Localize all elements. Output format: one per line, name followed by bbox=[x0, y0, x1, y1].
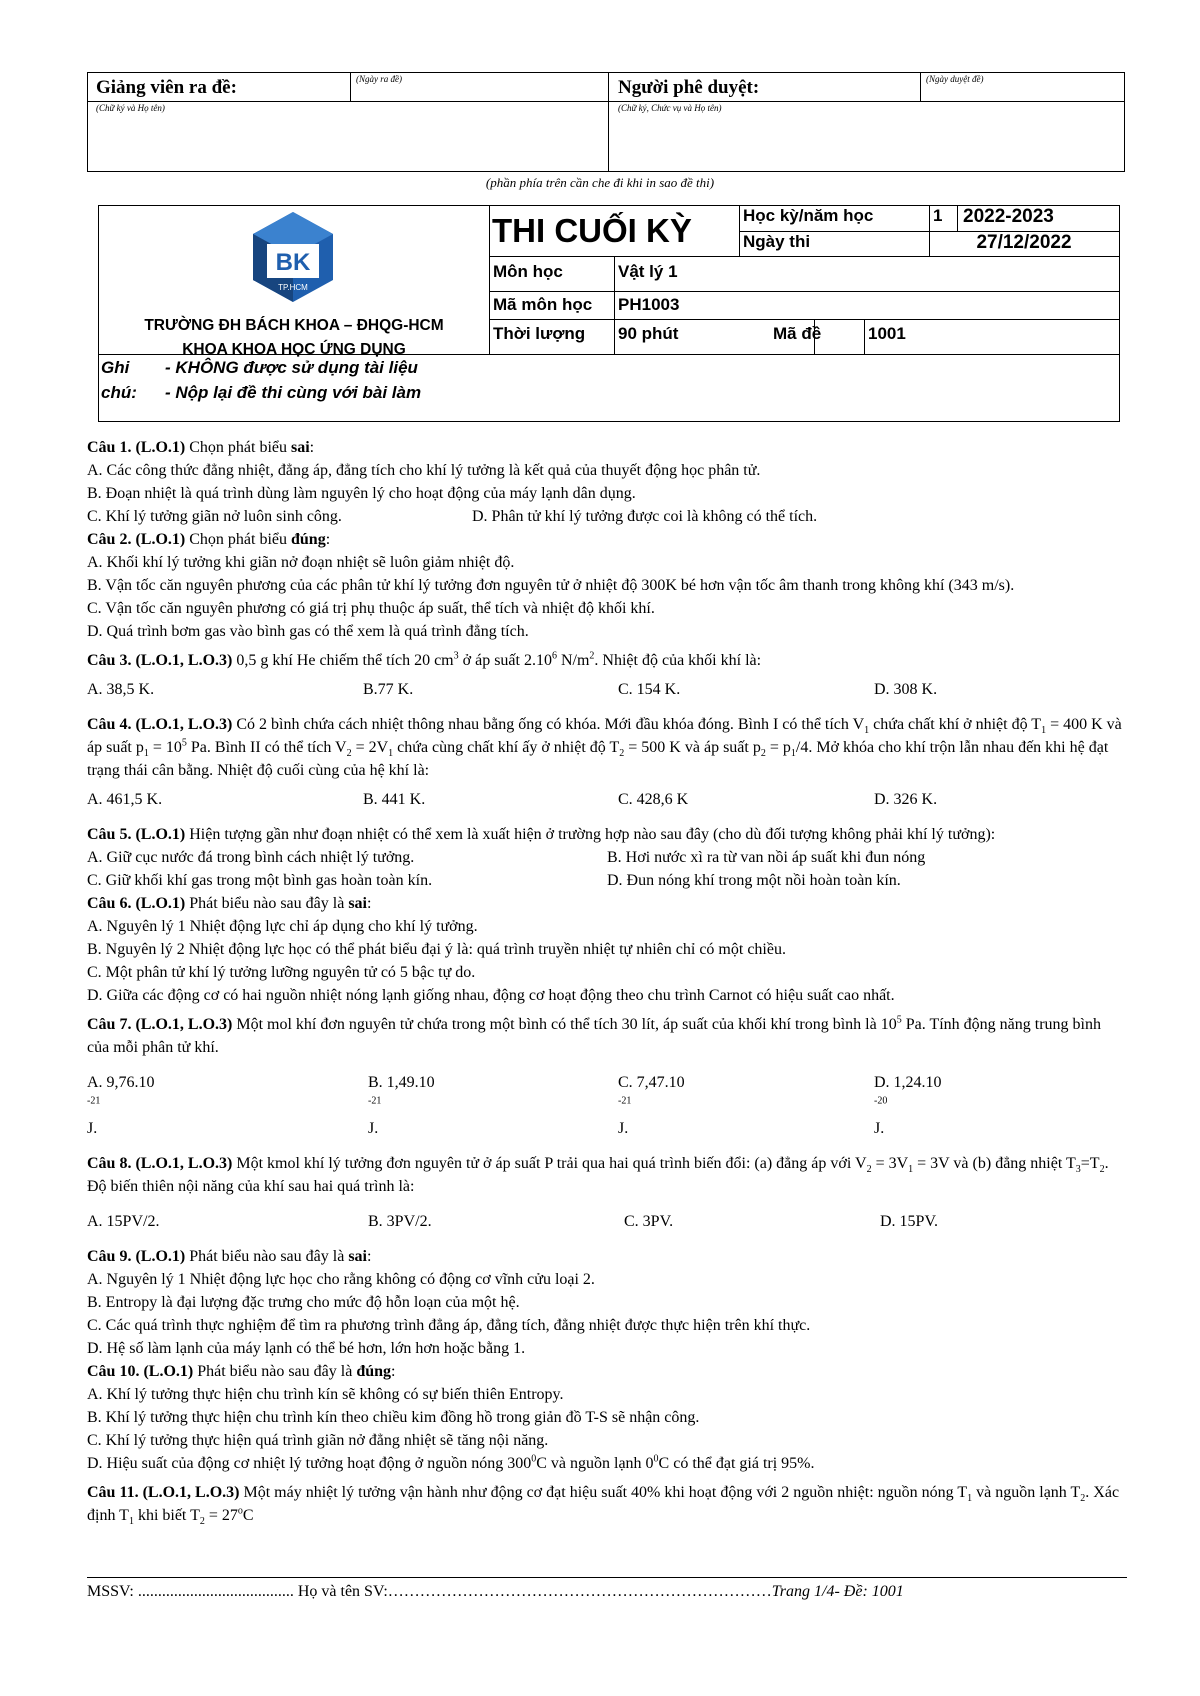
option-c: C. 3PV. bbox=[624, 1213, 674, 1230]
question-8: Câu 8. (L.O.1, L.O.3) Một kmol khí lý tưởng đơn nguyên tử ở áp suất P trải qua hai quá trình biến đổi: (a) đẳng áp với $V_2 = 3V_1 = 3V$ và (b) đẳng nhiệt $T_3=T_2$. Độ biến thiên nội năng của khí sau hai quá trình là: A. 15PV/2. B. 3PV/2. C. 3PV. D. 15PV. bbox=[87, 1152, 1127, 1233]
duration-value: 90 phút bbox=[618, 324, 679, 343]
semester-value: 1 bbox=[933, 206, 943, 225]
option-c: C. 428,6 K bbox=[618, 791, 689, 808]
year-value: 2022-2023 bbox=[963, 206, 1054, 227]
question-6: Câu 6. (L.O.1) Phát biểu nào sau đây là sai: A. Nguyên lý 1 Nhiệt động lực chỉ áp dụng cho khí lý tưởng. B. Nguyên lý 2 Nhiệt động lực học có thể phát biểu đại ý là: quá trình truyền nhiệt tự nhiên chỉ có một chiều. C. Một phân tử khí lý tưởng lưỡng nguyên tử có 5 bậc tự do. D. Giữa các động cơ có hai nguồn nhiệt nóng lạnh giống nhau, động cơ hoạt động theo chu trình Carnot có hiệu suất cao nhất. bbox=[87, 892, 1127, 1007]
option-d: D. 326 K. bbox=[874, 791, 938, 808]
option-d: D. Phân tử khí lý tưởng được coi là không có thể tích. bbox=[472, 508, 818, 525]
question-11: Câu 11. (L.O.1, L.O.3) Một máy nhiệt lý tưởng vận hành như động cơ đạt hiệu suất 40% khi hoạt động với 2 nguồn nhiệt: nguồn nóng $T_1$ và nguồn lạnh $T_2$. Xác định $T_1$ khi biết $T_2 = 27^oC$ bbox=[87, 1484, 1120, 1528]
option-c: C. 154 K. bbox=[618, 681, 681, 698]
option-c: C. 7,47.10 $^{-21}$ J. bbox=[618, 1074, 685, 1137]
question-2: Câu 2. (L.O.1) Chọn phát biểu đúng: A. Khối khí lý tưởng khi giãn nở đoạn nhiệt sẽ luôn giảm nhiệt độ. B. Vận tốc căn nguyên phương của các phân tử khí lý tưởng đơn nguyên tử ở nhiệt độ 300K bé hơn vận tốc âm thanh trong không khí (343 m/s). C. Vận tốc căn nguyên phương có giá trị phụ thuộc áp suất, thể tích và nhiệt độ khối khí. D. Quá trình bơm gas vào bình gas có thể xem là quá trình đẳng tích. bbox=[87, 528, 1127, 643]
note-line-2: - Nộp lại đề thi cùng với bài làm bbox=[165, 383, 422, 402]
option-d: D. 15PV. bbox=[880, 1213, 938, 1230]
subject-value: Vật lý 1 bbox=[618, 262, 678, 281]
option-b: B. Hơi nước xì ra từ van nồi áp suất khi đun nóng bbox=[607, 849, 926, 866]
code-value: PH1003 bbox=[618, 295, 680, 314]
option-b: B. Vận tốc căn nguyên phương của các phân tử khí lý tưởng đơn nguyên tử ở nhiệt độ 300K bé hơn vận tốc âm thanh trong không khí (343 m/s). bbox=[87, 577, 1015, 594]
option-c: C. Khí lý tưởng thực hiện quá trình giãn nở đẳng nhiệt sẽ tăng nội năng. bbox=[87, 1432, 549, 1449]
page-number: Trang 1/4- Đề: 1001 bbox=[771, 1583, 904, 1600]
question-3: Câu 3. (L.O.1, L.O.3) 0,5 g khí He chiếm thể tích 20 $cm^3$ ở áp suất 2.10$^6$ $N/m^2$. Nhiệt độ của khối khí là: A. 38,5 K. B.77 K. C. 154 K. D. 308 K. bbox=[87, 649, 1127, 701]
option-d: D. Quá trình bơm gas vào bình gas có thể xem là quá trình đẳng tích. bbox=[87, 623, 529, 640]
option-a: A. Khí lý tưởng thực hiện chu trình kín sẽ không có sự biến thiên Entropy. bbox=[87, 1386, 564, 1403]
university-logo-icon bbox=[233, 210, 353, 310]
exam-title: THI CUỐI KỲ bbox=[492, 212, 692, 249]
date-label: Ngày thi bbox=[743, 232, 811, 251]
option-a: A. Giữ cục nước đá trong bình cách nhiệt lý tưởng. bbox=[87, 849, 415, 866]
option-b: B. 1,49.10 $^{-21}$ J. bbox=[368, 1074, 435, 1137]
footer-divider bbox=[87, 1577, 1127, 1578]
option-b: B. 3PV/2. bbox=[368, 1213, 432, 1230]
option-a: A. Nguyên lý 1 Nhiệt động lực học cho rằng không có động cơ vĩnh cửu loại 2. bbox=[87, 1271, 595, 1288]
questions bbox=[87, 436, 1127, 1527]
question-5: Câu 5. (L.O.1) Hiện tượng gần như đoạn nhiệt có thể xem là xuất hiện ở trường hợp nào sau đây (cho dù đối tượng không phải khí lý tưởng): A. Giữ cục nước đá trong bình cách nhiệt lý tưởng. B. Hơi nước xì ra từ van nồi áp suất khi đun nóng C. Giữ khối khí gas trong một bình gas hoàn toàn kín. D. Đun nóng khí trong một nồi hoàn toàn kín. bbox=[87, 823, 1127, 892]
option-c: C. Các quá trình thực nghiệm để tìm ra phương trình đẳng áp, đẳng tích, đẳng nhiệt được thực hiện trên khí thực. bbox=[87, 1317, 811, 1334]
option-a: A. Nguyên lý 1 Nhiệt động lực chỉ áp dụng cho khí lý tưởng. bbox=[87, 918, 478, 935]
semester-label: Học kỳ/năm học bbox=[743, 206, 874, 225]
svg-text:TP.HCM: TP.HCM bbox=[278, 283, 308, 292]
option-b: B. Đoạn nhiệt là quá trình dùng làm nguyên lý cho hoạt động của máy lạnh dân dụng. bbox=[87, 485, 636, 502]
note-label-2: chú: bbox=[101, 383, 137, 402]
exam-header bbox=[98, 205, 1120, 422]
option-a: A. Các công thức đẳng nhiệt, đẳng áp, đẳng tích cho khí lý tưởng là kết quả của thuyết động học phân tử. bbox=[87, 462, 761, 479]
option-d: D. Giữa các động cơ có hai nguồn nhiệt nóng lạnh giống nhau, động cơ hoạt động theo chu trình Carnot có hiệu suất cao nhất. bbox=[87, 987, 895, 1004]
subject-label: Môn học bbox=[493, 262, 563, 281]
option-d: D. Đun nóng khí trong một nồi hoàn toàn kín. bbox=[607, 872, 901, 889]
student-id-field: MSSV: ....................................... bbox=[87, 1583, 294, 1600]
question-10: Câu 10. (L.O.1) Phát biểu nào sau đây là đúng: A. Khí lý tưởng thực hiện chu trình kín sẽ không có sự biến thiên Entropy. B. Khí lý tưởng thực hiện chu trình kín theo chiều kim đồng hồ trong giản đồ T-S sẽ nhận công. C. Khí lý tưởng thực hiện quá trình giãn nở đẳng nhiệt sẽ tăng nội năng. D. Hiệu suất của động cơ nhiệt lý tưởng hoạt động ở nguồn nóng $300^0C$ và nguồn lạnh $0^0C$ có thể đạt giá trị 95%. bbox=[87, 1360, 1127, 1475]
option-b: B. Khí lý tưởng thực hiện chu trình kín theo chiều kim đồng hồ trong giản đồ T-S sẽ nhận công. bbox=[87, 1409, 700, 1426]
option-a: A. 9,76.10 $^{-21}$ J. bbox=[87, 1074, 155, 1137]
option-b: B. Nguyên lý 2 Nhiệt động lực học có thể phát biểu đại ý là: quá trình truyền nhiệt tự nhiên chỉ có một chiều. bbox=[87, 941, 786, 958]
lecturer-sign-hint: (Chữ ký và Họ tên) bbox=[96, 103, 165, 113]
option-d: D. 1,24.10 $^{-20}$ J. bbox=[874, 1074, 942, 1137]
note-label: Ghi bbox=[101, 358, 130, 377]
option-a: A. 15PV/2. bbox=[87, 1213, 160, 1230]
option-c: C. Một phân tử khí lý tưởng lưỡng nguyên tử có 5 bậc tự do. bbox=[87, 964, 476, 981]
option-b: B. Entropy là đại lượng đặc trưng cho mức độ hỗn loạn của một hệ. bbox=[87, 1294, 520, 1311]
approval-box bbox=[87, 72, 1125, 172]
option-b: B. 441 K. bbox=[363, 791, 426, 808]
question-9: Câu 9. (L.O.1) Phát biểu nào sau đây là sai: A. Nguyên lý 1 Nhiệt động lực học cho rằng không có động cơ vĩnh cửu loại 2. B. Entropy là đại lượng đặc trưng cho mức độ hỗn loạn của một hệ. C. Các quá trình thực nghiệm để tìm ra phương trình đẳng áp, đẳng tích, đẳng nhiệt được thực hiện trên khí thực. D. Hệ số làm lạnh của máy lạnh có thể bé hơn, lớn hơn hoặc bằng 1. bbox=[87, 1245, 1127, 1360]
question-4: Câu 4. (L.O.1, L.O.3) Có 2 bình chứa cách nhiệt thông nhau bằng ống có khóa. Mới đầu khóa đóng. Bình I có thể tích $V_1$ chứa chất khí ở nhiệt độ $T_1 = 400$ K và áp suất $p_1 = 10^5$ Pa. Bình II có thể tích $V_2 = 2V_1$ chứa cùng chất khí ấy ở nhiệt độ $T_2 = 500$ K và áp suất $p_2 = p_1/4$. Mở khóa cho khí trộn lẫn nhau đến khi hệ đạt trạng thái cân bằng. Nhiệt độ cuối cùng của hệ khí là: A. 461,5 K. B. 441 K. C. 428,6 K D. 326 K. bbox=[87, 713, 1127, 811]
option-d: D. 308 K. bbox=[874, 681, 938, 698]
note-line-1: - KHÔNG được sử dụng tài liệu bbox=[165, 358, 418, 377]
code-label: Mã môn học bbox=[493, 295, 593, 314]
option-c: C. Vận tốc căn nguyên phương có giá trị phụ thuộc áp suất, thể tích và nhiệt độ khối khí. bbox=[87, 600, 655, 617]
lecturer-label: Giảng viên ra đề: bbox=[96, 77, 237, 98]
svg-text:BK: BK bbox=[275, 249, 311, 276]
approver-label: Người phê duyệt: bbox=[618, 77, 760, 98]
option-a: A. Khối khí lý tưởng khi giãn nở đoạn nhiệt sẽ luôn giảm nhiệt độ. bbox=[87, 554, 515, 571]
option-d: D. Hệ số làm lạnh của máy lạnh có thể bé hơn, lớn hơn hoặc bằng 1. bbox=[87, 1340, 526, 1357]
option-c: C. Giữ khối khí gas trong một bình gas hoàn toàn kín. bbox=[87, 872, 433, 889]
approver-sign-hint: (Chữ ký, Chức vụ và Họ tên) bbox=[618, 103, 722, 113]
exam-code-value: 1001 bbox=[868, 324, 906, 343]
student-name-field: Họ và tên SV:……………………………………………………………… bbox=[293, 1583, 772, 1600]
option-c: C. Khí lý tưởng giãn nở luôn sinh công. bbox=[87, 508, 342, 525]
exam-code-label: Mã đề bbox=[773, 324, 822, 343]
lecturer-date-hint: (Ngày ra đề) bbox=[356, 74, 402, 84]
option-a: A. 38,5 K. bbox=[87, 681, 155, 698]
question-1: Câu 1. (L.O.1) Chọn phát biểu sai: A. Các công thức đẳng nhiệt, đẳng áp, đẳng tích cho khí lý tưởng là kết quả của thuyết động học phân tử. B. Đoạn nhiệt là quá trình dùng làm nguyên lý cho hoạt động của máy lạnh dân dụng. C. Khí lý tưởng giãn nở luôn sinh công. D. Phân tử khí lý tưởng được coi là không có thể tích. bbox=[87, 436, 1127, 528]
duration-label: Thời lượng bbox=[493, 324, 586, 343]
date-value: 27/12/2022 bbox=[976, 232, 1072, 253]
school-name: TRƯỜNG ĐH BÁCH KHOA – ĐHQG-HCM KHOA KHOA HỌC ỨNG DỤNG bbox=[144, 317, 444, 358]
cover-note: (phần phía trên cần che đi khi in sao đề thi) bbox=[485, 175, 715, 190]
footer bbox=[87, 1583, 1127, 1601]
question-7: Câu 7. (L.O.1, L.O.3) Một mol khí đơn nguyên tử chứa trong một bình có thể tích 30 lít, áp suất của khối khí trong bình là $10^5$ Pa. Tính động năng trung bình của mỗi phân tử khí. A. 9,76.10 $^{-21}$ J. B. 1,49.10 $^{-21}$ J. C. 7,47.10 $^{-21}$ J. D. 1,24.10 $^{-20}$ J. bbox=[87, 1013, 1127, 1140]
option-b: B.77 K. bbox=[363, 681, 414, 698]
approver-date-hint: (Ngày duyệt đề) bbox=[926, 74, 984, 84]
option-a: A. 461,5 K. bbox=[87, 791, 163, 808]
option-d: D. Hiệu suất của động cơ nhiệt lý tưởng hoạt động ở nguồn nóng $300^0C$ và nguồn lạnh $0^0C$ có thể đạt giá trị 95%. bbox=[87, 1453, 815, 1472]
